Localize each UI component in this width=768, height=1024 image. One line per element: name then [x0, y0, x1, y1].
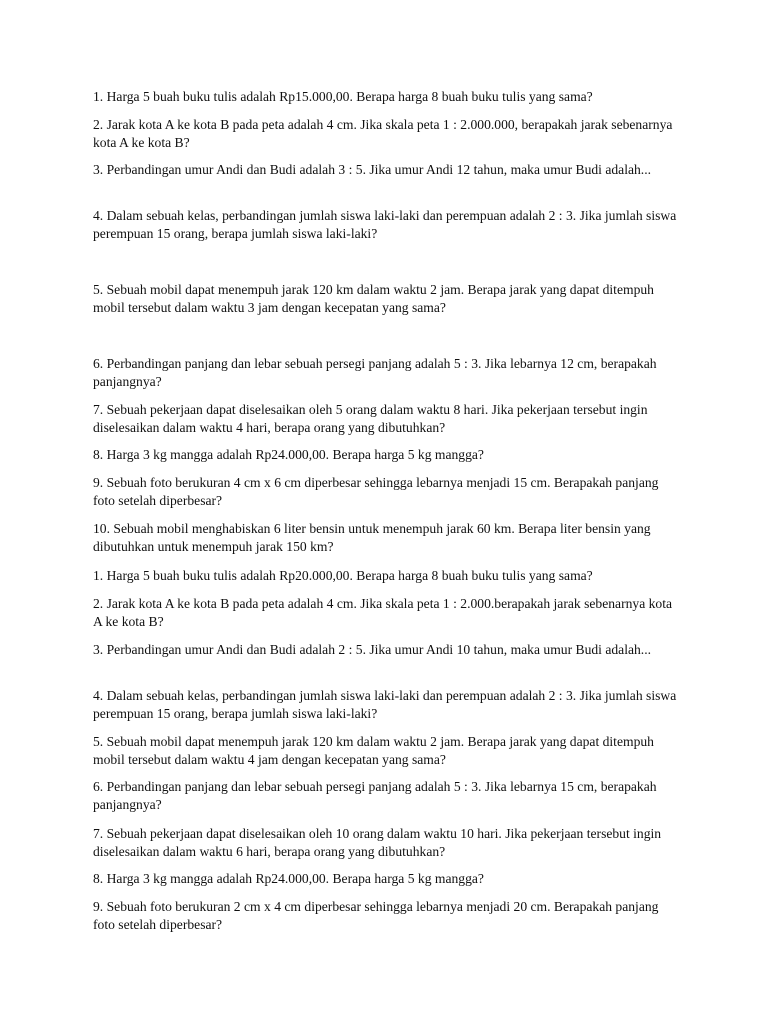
question-set1-2: 2. Jarak kota A ke kota B pada peta adalah 4 cm. Jika skala peta 1 : 2.000.000, berapakah jarak sebenarnya kota A ke kota B? [93, 117, 673, 150]
question-set1-4: 4. Dalam sebuah kelas, perbandingan jumlah siswa laki-laki dan perempuan adalah 2 : 3. Jika jumlah siswa perempuan 15 orang, berapa jumlah siswa laki-laki? [93, 208, 677, 241]
question-set1-5: 5. Sebuah mobil dapat menempuh jarak 120 km dalam waktu 2 jam. Berapa jarak yang dapat ditempuh mobil tersebut dalam waktu 3 jam dengan kecepatan yang sama? [93, 282, 654, 315]
question-set2-1: 1. Harga 5 buah buku tulis adalah Rp20.000,00. Berapa harga 8 buah buku tulis yang sama? [93, 568, 593, 583]
question-set1-6: 6. Perbandingan panjang dan lebar sebuah persegi panjang adalah 5 : 3. Jika lebarnya 12 cm, berapakah panjangnya? [93, 356, 657, 389]
question-set2-4: 4. Dalam sebuah kelas, perbandingan jumlah siswa laki-laki dan perempuan adalah 2 : 3. Jika jumlah siswa perempuan 15 orang, berapa jumlah siswa laki-laki? [93, 688, 677, 721]
question-set2-9: 9. Sebuah foto berukuran 2 cm x 4 cm diperbesar sehingga lebarnya menjadi 20 cm. Berapakah panjang foto setelah diperbesar? [93, 899, 659, 932]
question-set1-1: 1. Harga 5 buah buku tulis adalah Rp15.000,00. Berapa harga 8 buah buku tulis yang sama? [93, 89, 593, 104]
question-set1-3: 3. Perbandingan umur Andi dan Budi adalah 3 : 5. Jika umur Andi 12 tahun, maka umur Budi adalah... [93, 162, 652, 177]
question-set2-8: 8. Harga 3 kg mangga adalah Rp24.000,00. Berapa harga 5 kg mangga? [93, 871, 484, 886]
question-set1-9: 9. Sebuah foto berukuran 4 cm x 6 cm diperbesar sehingga lebarnya menjadi 15 cm. Berapakah panjang foto setelah diperbesar? [93, 475, 659, 508]
question-set1-7: 7. Sebuah pekerjaan dapat diselesaikan oleh 5 orang dalam waktu 8 hari. Jika pekerjaan tersebut ingin diselesaikan dalam waktu 4 hari, berapa orang yang dibutuhkan? [93, 402, 648, 435]
question-set2-3: 3. Perbandingan umur Andi dan Budi adalah 2 : 5. Jika umur Andi 10 tahun, maka umur Budi adalah... [93, 642, 652, 657]
question-set2-5: 5. Sebuah mobil dapat menempuh jarak 120 km dalam waktu 2 jam. Berapa jarak yang dapat ditempuh mobil tersebut dalam waktu 4 jam dengan kecepatan yang sama? [93, 734, 654, 767]
question-set1-8: 8. Harga 3 kg mangga adalah Rp24.000,00. Berapa harga 5 kg mangga? [93, 447, 484, 462]
question-set2-7: 7. Sebuah pekerjaan dapat diselesaikan oleh 10 orang dalam waktu 10 hari. Jika pekerjaan tersebut ingin diselesaikan dalam waktu 6 hari, berapa orang yang dibutuhkan? [93, 826, 662, 859]
question-set2-2: 2. Jarak kota A ke kota B pada peta adalah 4 cm. Jika skala peta 1 : 2.000.berapakah jarak sebenarnya kota A ke kota B? [93, 596, 673, 629]
question-set2-6: 6. Perbandingan panjang dan lebar sebuah persegi panjang adalah 5 : 3. Jika lebarnya 15 cm, berapakah panjangnya? [93, 779, 657, 812]
question-set1-10: 10. Sebuah mobil menghabiskan 6 liter bensin untuk menempuh jarak 60 km. Berapa liter bensin yang dibutuhkan untuk menempuh jarak 150 km? [93, 521, 651, 554]
